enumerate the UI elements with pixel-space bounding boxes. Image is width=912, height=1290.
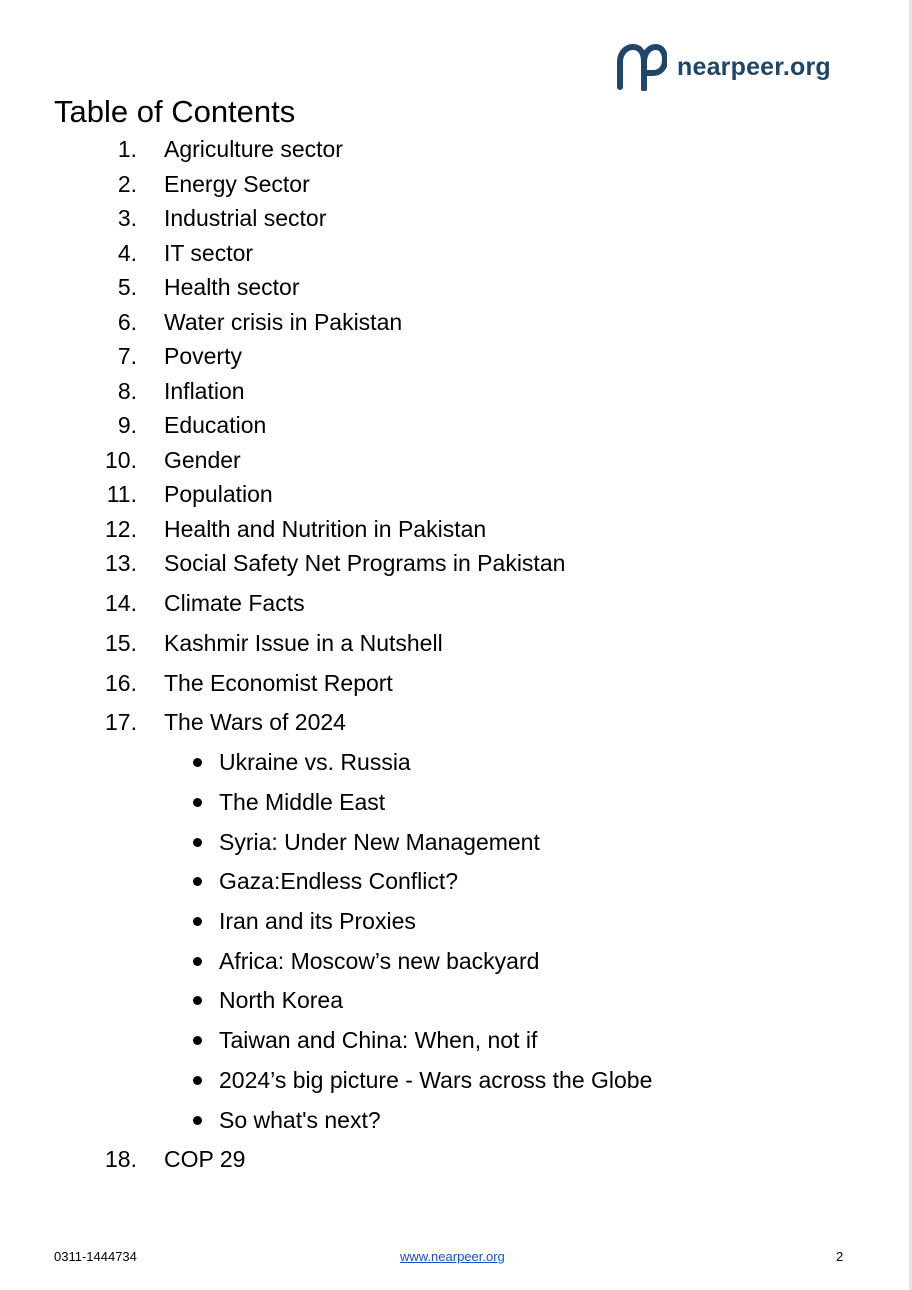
bullet-icon bbox=[193, 798, 202, 807]
toc-item-number: 9. bbox=[117, 412, 137, 438]
toc-item[interactable] bbox=[0, 707, 780, 737]
footer-phone: 0311-1444734 bbox=[54, 1249, 137, 1264]
toc-item[interactable] bbox=[0, 238, 780, 268]
bullet-icon bbox=[193, 996, 202, 1005]
toc-item[interactable] bbox=[0, 628, 780, 658]
toc-item[interactable] bbox=[0, 479, 780, 509]
toc-subitem-label: Taiwan and China: When, not if bbox=[219, 1027, 538, 1053]
toc-item-label: The Economist Report bbox=[164, 670, 393, 696]
toc-item[interactable] bbox=[0, 1144, 780, 1174]
toc-item-label: IT sector bbox=[164, 240, 254, 266]
toc-item-label: Energy Sector bbox=[164, 171, 310, 197]
bullet-icon bbox=[193, 877, 202, 886]
toc-item[interactable] bbox=[0, 376, 780, 406]
toc-item[interactable] bbox=[0, 548, 780, 578]
toc-item-label: Health sector bbox=[164, 274, 300, 300]
toc-item-label: Inflation bbox=[164, 378, 245, 404]
bullet-icon bbox=[193, 917, 202, 926]
toc-item-number: 10. bbox=[105, 447, 137, 473]
toc-item-label: Kashmir Issue in a Nutshell bbox=[164, 630, 443, 656]
footer-page-number: 2 bbox=[836, 1249, 844, 1264]
toc-item[interactable] bbox=[0, 341, 780, 371]
toc-subitem[interactable] bbox=[0, 827, 780, 857]
toc-item-label: Social Safety Net Programs in Pakistan bbox=[164, 550, 566, 576]
nearpeer-logo[interactable] bbox=[615, 43, 831, 91]
toc-subitem-label: The Middle East bbox=[219, 789, 386, 815]
toc-item-number: 16. bbox=[105, 670, 137, 696]
toc-item-label: Education bbox=[164, 412, 267, 438]
toc-subitem[interactable] bbox=[0, 866, 780, 896]
nearpeer-logo-icon bbox=[615, 43, 667, 91]
toc-subitem[interactable] bbox=[0, 906, 780, 936]
toc-item[interactable] bbox=[0, 134, 780, 164]
toc-item[interactable] bbox=[0, 668, 780, 698]
toc-item-number: 11. bbox=[106, 481, 137, 507]
toc-subitem-label: 2024’s big picture - Wars across the Globe bbox=[219, 1067, 653, 1093]
toc-subitem-label: Gaza:Endless Conflict? bbox=[219, 868, 459, 894]
toc-item-number: 6. bbox=[117, 309, 137, 335]
toc-subitem[interactable] bbox=[0, 1025, 780, 1055]
toc-subitem-label: Ukraine vs. Russia bbox=[219, 749, 411, 775]
toc-item[interactable] bbox=[0, 169, 780, 199]
toc-item-label: Population bbox=[164, 481, 273, 507]
toc-item[interactable] bbox=[0, 410, 780, 440]
bullet-icon bbox=[193, 957, 202, 966]
toc-subitem[interactable] bbox=[0, 747, 780, 777]
bullet-icon bbox=[193, 838, 202, 847]
toc-item-number: 1. bbox=[117, 136, 137, 162]
toc-subitem-label: Iran and its Proxies bbox=[219, 908, 416, 934]
toc-subitem-label: North Korea bbox=[219, 987, 344, 1013]
toc-subitem-label: Africa: Moscow’s new backyard bbox=[219, 948, 540, 974]
toc-item[interactable] bbox=[0, 588, 780, 618]
toc-item-number: 15. bbox=[105, 630, 137, 656]
toc-item-number: 18. bbox=[105, 1146, 137, 1172]
page-title: Table of Contents bbox=[54, 94, 296, 129]
toc-item-label: Poverty bbox=[164, 343, 242, 369]
toc-item-number: 2. bbox=[117, 171, 137, 197]
toc-subitem[interactable] bbox=[0, 1065, 780, 1095]
toc-item[interactable] bbox=[0, 272, 780, 302]
toc-item-label: Industrial sector bbox=[164, 205, 327, 231]
toc-item-label: Gender bbox=[164, 447, 241, 473]
toc-item-label: Health and Nutrition in Pakistan bbox=[164, 516, 487, 542]
toc-item[interactable] bbox=[0, 203, 780, 233]
toc-subitem[interactable] bbox=[0, 946, 780, 976]
toc-item-label: Agriculture sector bbox=[164, 136, 343, 162]
toc-item-label: The Wars of 2024 bbox=[164, 709, 346, 735]
toc-subitem[interactable] bbox=[0, 1105, 780, 1135]
toc-subitem[interactable] bbox=[0, 787, 780, 817]
toc-item-number: 14. bbox=[105, 590, 137, 616]
toc-item-number: 12. bbox=[105, 516, 137, 542]
bullet-icon bbox=[193, 1036, 202, 1045]
bullet-icon bbox=[193, 1116, 202, 1125]
toc-item-label: Water crisis in Pakistan bbox=[164, 309, 403, 335]
toc-item-number: 13. bbox=[105, 550, 137, 576]
toc-subitem-label: Syria: Under New Management bbox=[219, 829, 540, 855]
toc-item-number: 5. bbox=[117, 274, 137, 300]
toc-item-label: COP 29 bbox=[164, 1146, 246, 1172]
toc-subitem[interactable] bbox=[0, 985, 780, 1015]
toc-subitem-label: So what's next? bbox=[219, 1107, 381, 1133]
bullet-icon bbox=[193, 1076, 202, 1085]
toc-item[interactable] bbox=[0, 445, 780, 475]
toc-item-number: 4. bbox=[117, 240, 137, 266]
bullet-icon bbox=[193, 758, 202, 767]
toc-item-number: 3. bbox=[117, 205, 137, 231]
toc-item-label: Climate Facts bbox=[164, 590, 305, 616]
toc-item-number: 17. bbox=[105, 709, 137, 735]
toc-item[interactable] bbox=[0, 307, 780, 337]
toc-item[interactable] bbox=[0, 514, 780, 544]
logo-text: nearpeer.org bbox=[677, 52, 831, 81]
footer-website-link[interactable]: www.nearpeer.org bbox=[400, 1249, 505, 1264]
toc-item-number: 7. bbox=[117, 343, 137, 369]
toc-item-number: 8. bbox=[117, 378, 137, 404]
